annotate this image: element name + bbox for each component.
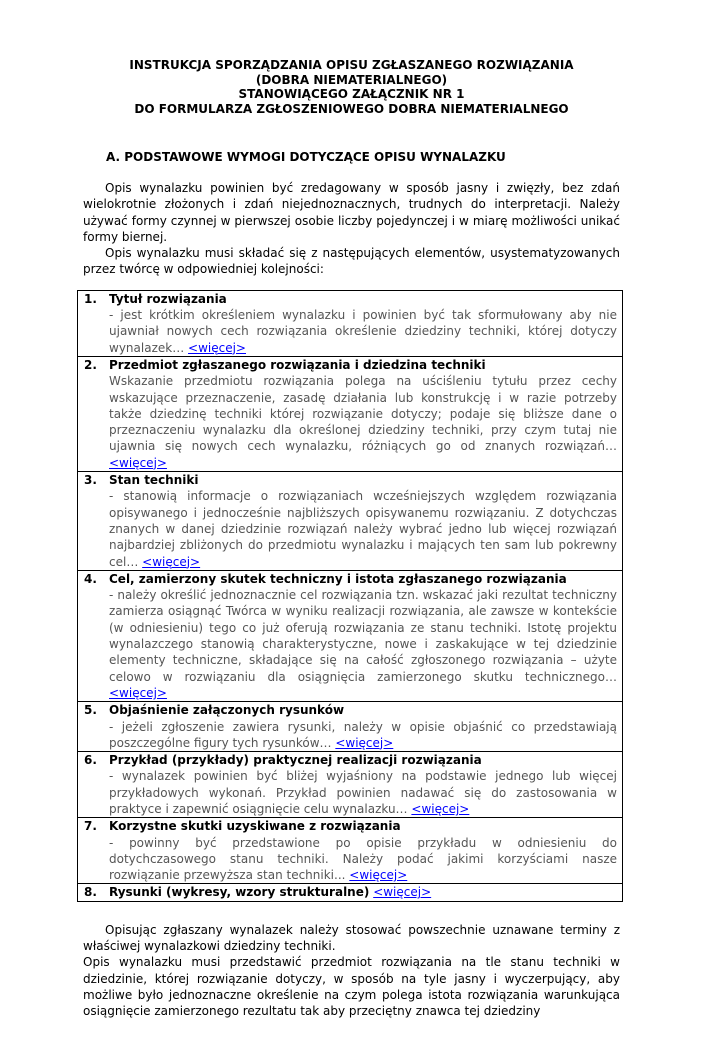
document-title	[60, 58, 643, 116]
table-row	[78, 752, 623, 818]
table-row	[78, 884, 623, 901]
table-row	[78, 818, 623, 884]
item-content	[109, 290, 623, 356]
item-text: - wynalazek powinien być bliżej wyjaśniony na podstawie jednego lub więcej przykładowych wykonań. Przykład powinien nadawać się do zastosowania w praktyce i zapewnić osiągnięcie celu wynalazku…	[109, 769, 617, 816]
more-link[interactable]: <więcej>	[335, 735, 394, 750]
item-title: Cel, zamierzony skutek techniczny i istota zgłaszanego rozwiązania	[109, 571, 567, 586]
item-number: 2.	[78, 356, 110, 471]
more-link[interactable]: <więcej>	[373, 885, 432, 900]
title-line: (DOBRA NIEMATERIALNEGO)	[255, 72, 448, 87]
item-text: - jeżeli zgłoszenie zawiera rysunki, należy w opisie objaśnić co przedstawiają poszczególne figury tych rysunków…	[109, 719, 617, 750]
table-row	[78, 570, 623, 701]
item-description	[109, 488, 617, 569]
title-line: INSTRUKCJA SPORZĄDZANIA OPISU ZGŁASZANEGO ROZWIĄZANIA	[129, 58, 574, 72]
more-link[interactable]: <więcej>	[411, 801, 470, 816]
item-description	[109, 719, 617, 752]
item-title: Rysunki (wykresy, wzory strukturalne)	[109, 885, 370, 900]
item-title: Objaśnienie załączonych rysunków	[109, 703, 345, 718]
paragraph: Opis wynalazku musi składać się z następujących elementów, usystematyzowanych przez twórcę w odpowiedniej kolejności:	[83, 246, 620, 277]
item-number: 7.	[78, 818, 110, 884]
section-heading: A. PODSTAWOWE WYMOGI DOTYCZĄCE OPISU WYNALAZKU	[106, 150, 506, 164]
item-content	[109, 472, 623, 571]
paragraph: Opisując zgłaszany wynalazek należy stosować powszechnie uznawane terminy z właściwej wynalazkowi dziedziny techniki.	[83, 922, 620, 954]
item-content	[109, 570, 623, 701]
item-number: 1.	[78, 290, 110, 356]
table-row	[78, 702, 623, 752]
item-number: 3.	[78, 472, 110, 571]
item-number: 8.	[78, 884, 110, 901]
item-number: 6.	[78, 752, 110, 818]
item-title: Korzystne skutki uzyskiwane z rozwiązania	[109, 819, 401, 834]
table-row	[78, 356, 623, 471]
item-title: Tytuł rozwiązania	[109, 291, 227, 306]
item-title: Stan techniki	[109, 473, 199, 488]
outro	[83, 922, 620, 1020]
item-text: - powinny być przedstawione po opisie przykładu w odniesieniu do dotychczasowego stanu techniki. Należy podać jakimi korzyściami nasze rozwiązanie przewyższa stan techniki...	[109, 835, 617, 883]
item-text: - stanowią informacje o rozwiązaniach wcześniejszych względem rozwiązania opisywanego i jednocześnie najbliższych opisywanemu rozwiązaniu. Z dotychczas znanych w danej dziedzinie rozwiązań należy wybrać jedno lub więcej rozwiązań najbardziej zbliżonych do przedmiotu wynalazku i mających ten sam lub pokrewny cel…	[109, 489, 617, 569]
table-row	[78, 290, 623, 356]
elements-table-wrapper	[77, 290, 623, 902]
item-description	[109, 373, 617, 471]
item-content	[109, 818, 623, 884]
item-title: Przedmiot zgłaszanego rozwiązania i dziedzina techniki	[109, 357, 486, 372]
paragraph: Opis wynalazku musi przedstawić przedmiot rozwiązania na tle stanu techniki w dziedzinie, której rozwiązanie dotyczy, w sposób na tyle jasny i wyczerpujący, aby możliwe było jednoznaczne określenie na czym polega istota rozwiązania warunkująca osiągnięcie zamierzonego rezultatu tak aby przeciętny znawca tej dziedziny	[83, 955, 620, 1019]
item-number: 4.	[78, 570, 110, 701]
item-content	[109, 884, 623, 901]
title-line: STANOWIĄCEGO ZAŁĄCZNIK NR 1	[238, 87, 465, 101]
more-link[interactable]: <więcej>	[188, 340, 246, 355]
item-text: - należy określić jednoznacznie cel rozwiązania tzn. wskazać jaki rezultat techniczny zamierza osiągnąć Twórca w wyniku realizacji rozwiązania, ale zawsze w kontekście (w odniesieniu) tego co już oferują rozwiązania ze stanu techniki. Istotę projektu wynalazczego stanowią charakterystyczne, nowe i zaskakujące w tej dziedzinie elementy techniczne, składające się na całość zgłoszonego rozwiązania – użyte celowo w rozwiązaniu dla osiągnięcia zamierzonego skutku technicznego…	[109, 588, 617, 684]
item-text: Wskazanie przedmiotu rozwiązania polega na uściśleniu tytułu przez cechy wskazujące przeznaczenie, zasadę działania lub konstrukcję i w razie potrzeby także dziedzinę techniki której rozwiązanie dotyczy; podaje się bliższe dane o przeznaczeniu wynalazku dla określonej dziedziny techniki, przy czym tutaj nie ujawnia się nowych cech wynalazku, różniących go od znanych rozwiązań…	[109, 374, 617, 454]
more-link[interactable]: <więcej>	[109, 455, 167, 470]
paragraph: Opis wynalazku powinien być zredagowany w sposób jasny i zwięzły, bez zdań wielokrotnie złożonych i zdań niejednoznacznych, trudnych do interpretacji. Należy używać formy czynnej w pierwszej osobie liczby pojedynczej i w miarę możliwości unikać formy biernej.	[83, 181, 620, 244]
title-line: DO FORMULARZA ZGŁOSZENIOWEGO DOBRA NIEMATERIALNEGO	[134, 101, 569, 116]
table-row	[78, 472, 623, 571]
more-link[interactable]: <więcej>	[142, 554, 201, 569]
item-number: 5.	[78, 702, 110, 752]
intro	[83, 180, 620, 278]
item-title: Przykład (przykłady) praktycznej realizacji rozwiązania	[109, 753, 482, 768]
item-text: - jest krótkim określeniem wynalazku i powinien być tak sformułowany aby nie ujawniał nowych cech rozwiązania określenie dziedziny techniki, której dotyczy wynalazek…	[109, 308, 617, 355]
item-content	[109, 356, 623, 471]
item-description	[109, 307, 617, 356]
item-content	[109, 752, 623, 818]
more-link[interactable]: <więcej>	[109, 685, 167, 700]
item-content	[109, 702, 623, 752]
item-description	[109, 587, 617, 701]
item-description	[109, 768, 617, 817]
item-description	[109, 835, 617, 884]
elements-table	[77, 290, 623, 902]
more-link[interactable]: <więcej>	[349, 868, 408, 883]
